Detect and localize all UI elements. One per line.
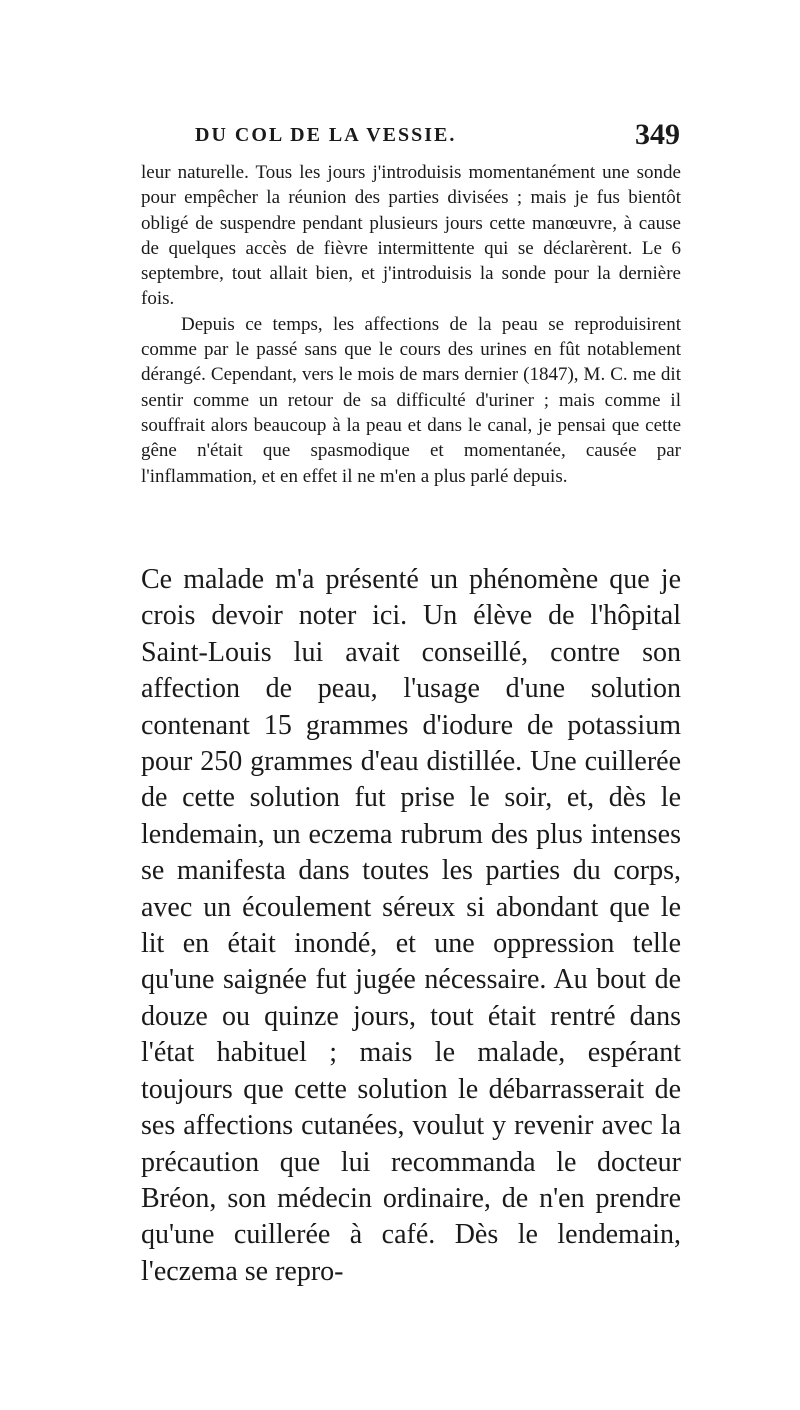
- paragraph-1: leur naturelle. Tous les jours j'introduisis momentanément une sonde pour empêcher la réunion des parties divisées ; mais je fus bientôt obligé de suspendre pendant plusieurs jours cette manœuvre, à cause de quelques accès de fièvre intermittente qui se déclarèrent. Le 6 septembre, tout allait bien, et j'introduisis la sonde pour la dernière fois.: [141, 162, 681, 310]
- paragraph-3: Ce malade m'a présenté un phénomène que je crois devoir noter ici. Un élève de l'hôpital Saint-Louis lui avait conseillé, contre son affection de peau, l'usage d'une solution contenant 15 grammes d'iodure de potassium pour 250 grammes d'eau distillée. Une cuillerée de cette solution fut prise le soir, et, dès le lendemain, un eczema rubrum des plus intenses se manifesta dans toutes les parties du corps, avec un écoulement séreux si abondant que le lit en était inondé, et une oppression telle qu'une saignée fut jugée nécessaire. Au bout de douze ou quinze jours, tout était rentré dans l'état habituel ; mais le malade, espérant toujours que cette solution le débarrasserait de ses affections cutanées, voulut y revenir avec la précaution que lui recommanda le docteur Bréon, son médecin ordinaire, de n'en prendre qu'une cuillerée à café. Dès le lendemain, l'eczema se repro-: [141, 564, 681, 1287]
- large-type-block: [141, 562, 681, 1290]
- page-number: 349: [635, 118, 680, 151]
- running-head: [140, 118, 680, 158]
- running-title: DU COL DE LA VESSIE.: [195, 124, 457, 146]
- small-type-block: [141, 160, 681, 489]
- paragraph-2: Depuis ce temps, les affections de la peau se reproduisirent comme par le passé sans que le cours des urines en fût notablement dérangé. Cependant, vers le mois de mars dernier (1847), M. C. me dit sentir comme un retour de sa difficulté d'uriner ; mais comme il souffrait alors beaucoup à la peau et dans le canal, je pensai que cette gêne n'était que spasmodique et momentanée, causée par l'inflammation, et en effet il ne m'en a plus parlé depuis.: [141, 313, 681, 487]
